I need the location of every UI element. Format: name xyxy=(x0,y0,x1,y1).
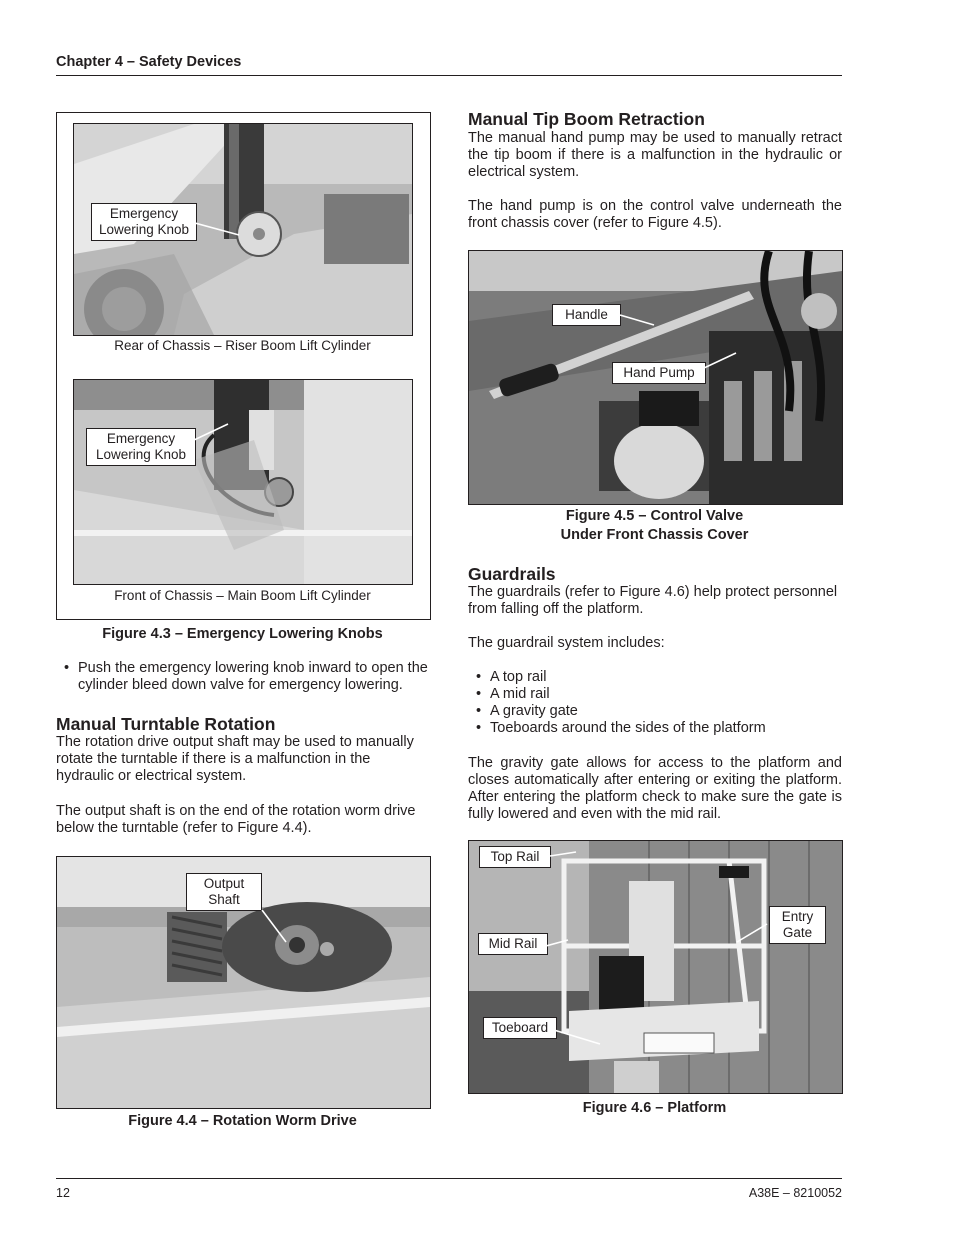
photo1-caption: Rear of Chassis – Riser Boom Lift Cylinder xyxy=(114,338,371,353)
header-rule xyxy=(56,75,842,76)
callout-output-shaft: Output Shaft xyxy=(186,873,262,911)
figure-4-5-caption-line-1: Figure 4.5 – Control Valve xyxy=(565,508,744,524)
leader-line xyxy=(550,848,580,860)
leader-line xyxy=(554,1028,604,1048)
photo-main-boom-cylinder xyxy=(73,379,413,585)
tip-boom-paragraph-2: The hand pump is on the control valve underneath the front chassis cover (refer to Figure 4.5). xyxy=(468,198,842,231)
figure-4-5-caption-line-2: Under Front Chassis Cover xyxy=(560,527,749,543)
callout-entry-gate: Entry Gate xyxy=(769,906,826,944)
leader-line xyxy=(620,313,660,329)
callout-toeboard: Toeboard xyxy=(483,1017,557,1039)
callout-top-rail: Top Rail xyxy=(479,846,551,868)
photo2-caption: Front of Chassis – Main Boom Lift Cylinder xyxy=(114,588,371,603)
callout-mid-rail: Mid Rail xyxy=(478,933,548,955)
list-item: • Push the emergency lowering knob inward to open the cylinder bleed down valve for emergency lowering. xyxy=(64,660,428,693)
turntable-paragraph-2: The output shaft is on the end of the rotation worm drive below the turntable (refer to Figure 4.4). xyxy=(56,803,416,836)
guardrails-paragraph-1: The guardrails (refer to Figure 4.6) help protect personnel from falling off the platform. xyxy=(468,584,838,617)
figure-4-6-caption: Figure 4.6 – Platform xyxy=(582,1100,727,1116)
lowering-bullet-list xyxy=(56,660,432,694)
photo-platform xyxy=(468,840,843,1094)
leader-line xyxy=(195,215,245,240)
leader-line xyxy=(704,350,740,372)
guardrails-paragraph-2: The guardrail system includes: xyxy=(468,635,665,651)
list-item: • A top rail xyxy=(476,669,547,685)
list-item: • A gravity gate xyxy=(476,703,578,719)
leader-line xyxy=(260,908,290,946)
turntable-heading: Manual Turntable Rotation xyxy=(56,714,276,734)
callout-hand-pump: Hand Pump xyxy=(612,362,706,384)
callout-handle: Handle xyxy=(552,304,621,326)
tip-boom-paragraph-1: The manual hand pump may be used to manually retract the tip boom if there is a malfunction in the hydraulic or electrical system. xyxy=(468,130,842,180)
guardrail-components-list xyxy=(468,669,842,737)
turntable-paragraph-1: The rotation drive output shaft may be used to manually rotate the turntable if there is a malfunction in the hydraulic or electrical system. xyxy=(56,734,414,784)
leader-line xyxy=(735,922,771,946)
list-item: • Toeboards around the sides of the platform xyxy=(476,720,766,736)
leader-line xyxy=(546,936,572,950)
footer-rule xyxy=(56,1178,842,1179)
chapter-header: Chapter 4 – Safety Devices xyxy=(56,54,242,70)
callout-emergency-knob-2: Emergency Lowering Knob xyxy=(86,428,196,466)
document-number: A38E – 8210052 xyxy=(748,1186,842,1200)
tip-boom-heading: Manual Tip Boom Retraction xyxy=(468,109,705,129)
callout-emergency-knob-1: Emergency Lowering Knob xyxy=(91,203,197,241)
list-item: • A mid rail xyxy=(476,686,550,702)
figure-4-4-caption: Figure 4.4 – Rotation Worm Drive xyxy=(128,1113,357,1129)
guardrails-heading: Guardrails xyxy=(468,564,556,584)
leader-line xyxy=(194,420,234,445)
figure-4-3-caption: Figure 4.3 – Emergency Lowering Knobs xyxy=(102,626,383,642)
guardrails-paragraph-3: The gravity gate allows for access to the platform and closes automatically after entering or exiting the platform. After entering the platform check to make sure the gate is fully lowered and even with the mid rail. xyxy=(468,755,842,822)
page-number: 12 xyxy=(56,1186,70,1200)
